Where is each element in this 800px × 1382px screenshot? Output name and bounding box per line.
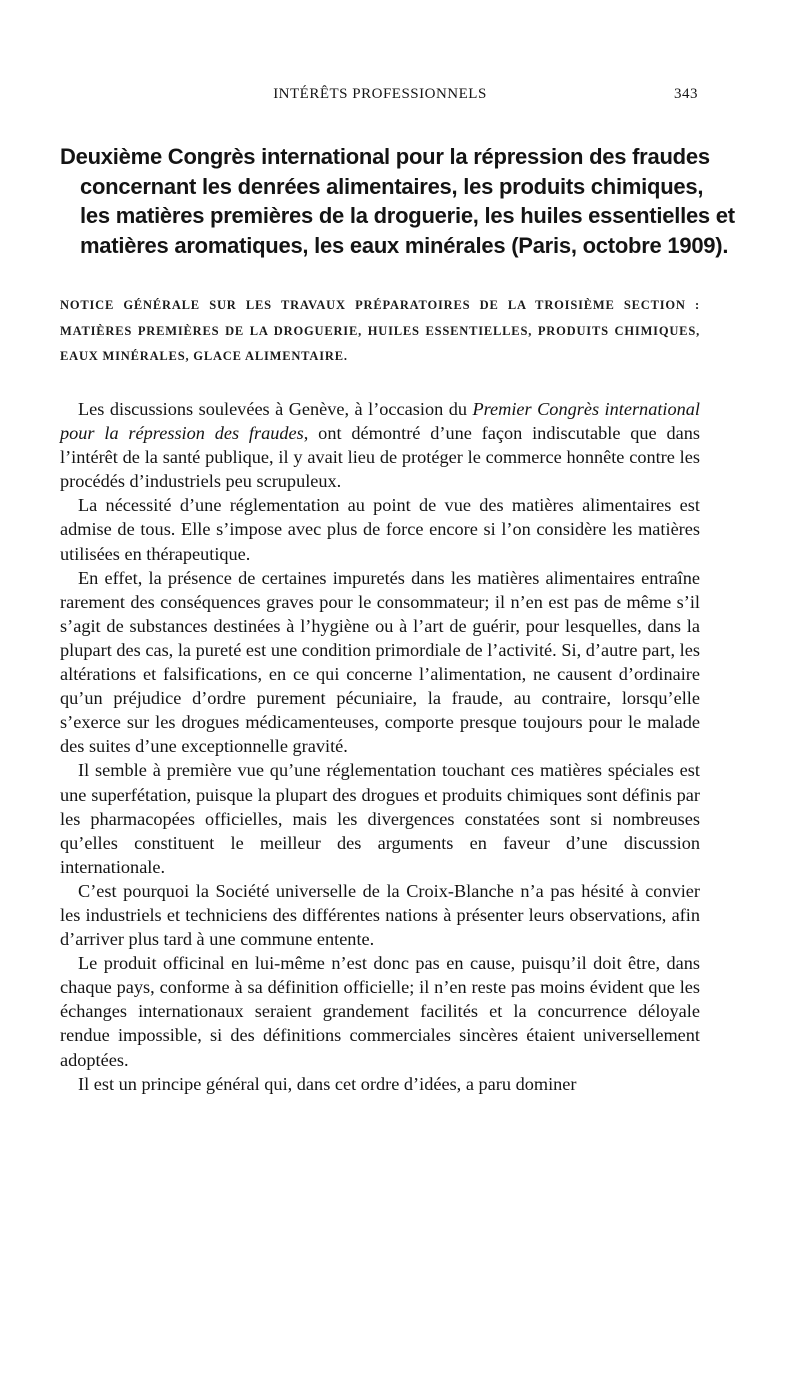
paragraph-4: Il semble à première vue qu’une réglementation touchant ces matières spéciales est une superfétation, puisque la plupart des drogues et produits chimiques sont définis par les pharmacopées officielles, mais les divergences constatées sont si nombreuses qu’elles constituent le meilleur des arguments en faveur d’une discussion internationale. xyxy=(60,760,700,877)
section-notice: NOTICE GÉNÉRALE SUR LES TRAVAUX PRÉPARATOIRES DE LA TROISIÈME SECTION : MATIÈRES PREMIÈRES DE LA DROGUERIE, HUILES ESSENTIELLES, PRODUITS CHIMIQUES, EAUX MINÉRALES, GLACE ALIMENTAIRE. xyxy=(60,298,700,363)
paragraph-1 xyxy=(60,397,700,493)
paragraph-3: En effet, la présence de certaines impuretés dans les matières alimentaires entraîne rarement des conséquences graves pour le consommateur; il n’en est pas de même s’il s’agit de substances destinées à l’hygiène ou à l’art de guérir, pour lesquelles, dans la plupart des cas, la pureté est une condition primordiale de l’activité. Si, d’autre part, les altérations et falsifications, en ce qui concerne l’alimentation, ne causent d’ordinaire qu’un préjudice d’ordre purement pécuniaire, la fraude, au contraire, lorsqu’elle s’exerce sur les drogues médicamenteuses, comporte presque toujours pour le malade des suites d’une exceptionnelle gravité. xyxy=(60,567,700,757)
running-title: INTÉRÊTS PROFESSIONNELS xyxy=(273,86,487,102)
congress-title-italic: Premier Congrès international pour la répression des fraudes xyxy=(60,399,700,444)
paragraph-1-end: , ont démontré d’une façon indiscutable que dans l’intérêt de la santé publique, il y avait lieu de protéger le commerce honnête contre les procédés d’industriels peu scrupuleux. xyxy=(60,423,700,492)
article-body xyxy=(60,397,700,1096)
running-header xyxy=(60,86,700,108)
paragraph-6: Le produit officinal en lui-même n’est donc pas en cause, puisqu’il doit être, dans chaque pays, conforme à sa définition officielle; il n’en reste pas moins évident que les échanges internationaux seraient grandement facilités et la concurrence déloyale rendue impossible, si des définitions commerciales sincères étaient universellement adoptées. xyxy=(60,953,700,1070)
title-line-4: matières aromatiques, les eaux minérales (Paris, octobre 1909). xyxy=(80,232,729,258)
paragraph-7: Il est un principe général qui, dans cet ordre d’idées, a paru dominer xyxy=(78,1073,577,1094)
title-line-2: concernant les denrées alimentaires, les produits chimiques, xyxy=(80,173,704,199)
paragraph-1-start: Les discussions soulevées à Genève, à l’occasion du xyxy=(78,399,473,419)
article-title xyxy=(60,142,735,260)
title-line-1: Deuxième Congrès international pour la répression des fraudes xyxy=(60,144,710,169)
paragraph-2: La nécessité d’une réglementation au point de vue des matières alimentaires est admise de tous. Elle s’impose avec plus de force encore si l’on considère les matières utilisées en thérapeutique. xyxy=(60,495,700,564)
page-number: 343 xyxy=(674,86,698,102)
paragraph-5: C’est pourquoi la Société universelle de la Croix-Blanche n’a pas hésité à convier les industriels et techniciens des différentes nations à présenter leurs observations, afin d’arriver plus tard à une commune entente. xyxy=(60,880,700,950)
title-line-3: les matières premières de la droguerie, les huiles essentielles et xyxy=(80,203,735,228)
